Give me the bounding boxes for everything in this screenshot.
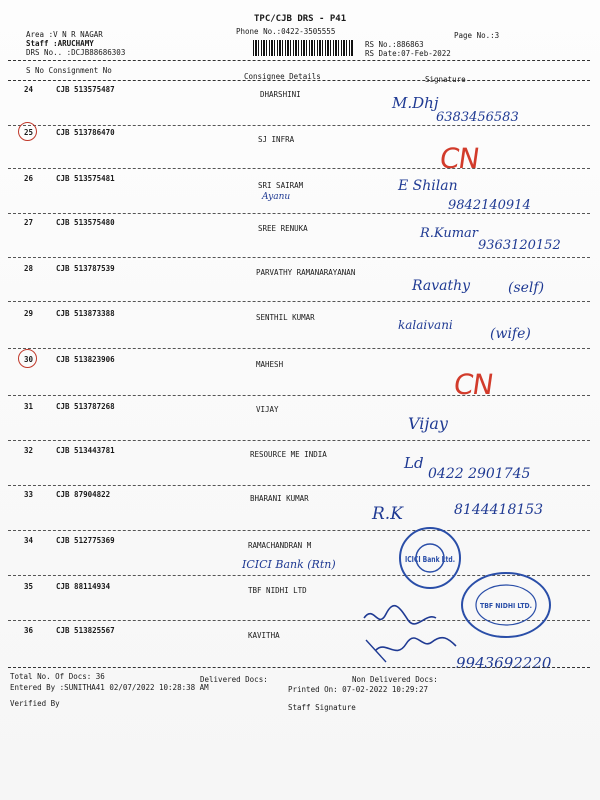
row-consignee: RESOURCE ME INDIA	[250, 450, 327, 459]
row-sno: 24	[24, 85, 34, 94]
sheet-title: TPC/CJB DRS - P41	[254, 14, 347, 24]
row-consignment: CJB 513825567	[56, 626, 115, 635]
row-consignment: CJB 513443781	[56, 446, 115, 455]
verified-by: Verified By	[10, 699, 60, 708]
row-consignee: SREE RENUKA	[258, 224, 308, 233]
column-divider	[8, 80, 590, 81]
row-consignment: CJB 513873388	[56, 309, 115, 318]
row-consignment: CJB 513823906	[56, 355, 115, 364]
row-divider	[8, 257, 590, 258]
row-divider	[8, 440, 590, 441]
row-sno: 31	[24, 402, 34, 411]
row-sno: 34	[24, 536, 34, 545]
handwritten-note: ICICI Bank (Rtn)	[242, 558, 336, 571]
row-divider	[8, 395, 590, 396]
row-consignment: CJB 513786470	[56, 128, 115, 137]
cn-mark: CN	[437, 142, 481, 175]
column-consignee: Consignee Details	[244, 72, 321, 81]
row-divider	[8, 125, 590, 126]
page-number: Page No.:3	[454, 31, 500, 40]
row-consignment: CJB 513575480	[56, 218, 115, 227]
row-sno: 30	[24, 355, 34, 364]
phone-number: Phone No.:0422-3505555	[236, 27, 336, 36]
header-divider	[8, 60, 590, 61]
row-sno: 36	[24, 626, 34, 635]
row-divider	[8, 301, 590, 302]
footer-divider	[8, 667, 590, 668]
non-delivered-docs: Non Delivered Docs:	[352, 675, 438, 684]
handwritten-signature: R.K	[372, 504, 403, 524]
row-consignee: SENTHIL KUMAR	[256, 313, 315, 322]
column-sno-consignment: S No Consignment No	[26, 66, 112, 75]
row-consignee: TBF NIDHI LTD	[248, 586, 307, 595]
row-consignee: SRI SAIRAM	[258, 181, 304, 190]
scribbled-signature	[356, 600, 506, 675]
area-label: Area :V N R NAGAR	[26, 30, 103, 39]
row-divider	[8, 348, 590, 349]
handwritten-signature: Ravathy	[412, 278, 471, 294]
barcode	[253, 40, 353, 56]
drs-number: DRS No.. :DCJB88686303	[26, 48, 126, 57]
row-sno: 26	[24, 174, 34, 183]
handwritten-signature: E Shilan	[398, 178, 458, 194]
row-divider	[8, 485, 590, 486]
row-sno: 33	[24, 490, 34, 499]
rs-date: RS Date:07-Feb-2022	[365, 49, 451, 58]
entered-by: Entered By :SUNITHA41 02/07/2022 10:28:38 AM	[10, 683, 209, 692]
row-consignee: MAHESH	[256, 360, 284, 369]
handwritten-signature: Vijay	[408, 414, 448, 433]
row-sno: 32	[24, 446, 34, 455]
handwritten-phone: 8144418153	[454, 502, 544, 518]
total-docs: Total No. Of Docs: 36	[10, 672, 105, 681]
row-consignment: CJB 88114934	[56, 582, 111, 591]
cn-mark: CN	[451, 368, 495, 401]
row-sno: 29	[24, 309, 34, 318]
row-consignee: PARVATHY RAMANARAYANAN	[256, 268, 356, 277]
row-consignee: KAVITHA	[248, 631, 280, 640]
row-divider	[8, 530, 590, 531]
row-consignment: CJB 513575487	[56, 85, 115, 94]
tbf-stamp-text: TBF NIDHI LTD.	[480, 602, 532, 610]
handwritten-note: (self)	[508, 280, 545, 296]
row-consignment: CJB 513575481	[56, 174, 115, 183]
row-consignee: VIJAY	[256, 405, 279, 414]
handwritten-signature: kalaivani	[398, 318, 453, 332]
row-divider	[8, 213, 590, 214]
row-consignee: SJ INFRA	[258, 135, 295, 144]
printed-on: Printed On: 07-02-2022 10:29:27	[288, 685, 428, 694]
row-consignment: CJB 513787539	[56, 264, 115, 273]
icici-bank-stamp	[398, 526, 462, 590]
delivered-docs: Delivered Docs:	[200, 675, 268, 684]
handwritten-signature: Ld	[404, 454, 424, 472]
row-consignment: CJB 513787268	[56, 402, 115, 411]
handwritten-phone: 6383456583	[436, 110, 519, 125]
handwritten-signature: M.Dhj	[392, 94, 439, 112]
row-sno: 28	[24, 264, 34, 273]
handwritten-note: Ayanu	[262, 192, 291, 202]
handwritten-phone: 9842140914	[448, 198, 531, 213]
handwritten-note: (wife)	[490, 326, 531, 342]
handwritten-phone: 9363120152	[478, 238, 561, 253]
row-sno: 25	[24, 128, 34, 137]
row-consignee: DHARSHINI	[260, 90, 301, 99]
column-signature: Signature	[425, 75, 466, 84]
staff-signature: Staff Signature	[288, 703, 356, 712]
icici-stamp-text: ICICI Bank Ltd.	[405, 555, 455, 564]
handwritten-phone: 0422 2901745	[428, 466, 531, 482]
row-consignment: CJB 512775369	[56, 536, 115, 545]
row-sno: 27	[24, 218, 34, 227]
row-divider	[8, 168, 590, 169]
rs-number: RS No.:886863	[365, 40, 424, 49]
row-consignee: BHARANI KUMAR	[250, 494, 309, 503]
handwritten-phone: 9943692220	[456, 654, 552, 672]
row-sno: 35	[24, 582, 34, 591]
row-consignment: CJB 87904822	[56, 490, 111, 499]
staff-label: Staff :ARUCHAMY	[26, 39, 94, 48]
row-consignee: RAMACHANDRAN M	[248, 541, 312, 550]
handwritten-signature: R.Kumar	[420, 226, 479, 241]
